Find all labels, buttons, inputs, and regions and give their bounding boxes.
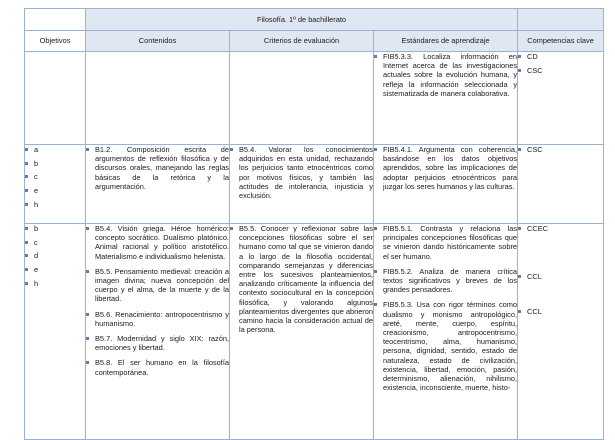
criterio-item: B5.5. Conocer y reflexionar sobre las concepciones filosóficas sobre el ser humano como tal que se vinieron dando a lo largo de la filosofía occidental, comparando semejanzas y diferencias entre los sucesivos planteamientos, analizando críticamente la influencia del contexto sociocultural en la concepción filosófica, y valorando algunos planteamientos divergentes que abrieron camino hacia la consideración actual de la persona. bbox=[230, 224, 373, 334]
objetivos-cell bbox=[25, 52, 86, 145]
column-header-competencias: Competencias clave bbox=[518, 31, 604, 52]
column-header-row bbox=[25, 31, 604, 52]
estandares-cell bbox=[374, 52, 518, 145]
criterios-cell bbox=[230, 52, 374, 145]
competencias-cell bbox=[518, 224, 604, 440]
criterios-cell bbox=[230, 145, 374, 224]
objetivo-item: c bbox=[25, 238, 85, 252]
objetivo-item: b bbox=[25, 159, 85, 173]
objetivo-item: h bbox=[25, 279, 85, 293]
competencia-item: CCL bbox=[518, 272, 603, 286]
objetivo-item: a bbox=[25, 145, 85, 159]
column-header-objetivos: Objetivos bbox=[25, 31, 86, 52]
contenido-item: B5.8. El ser humano en la filosofía contemporánea. bbox=[86, 358, 229, 376]
estandar-item: FIB5.3.3. Localiza información en Internet acerca de las investigaciones actuales sobre la evolución humana, y refleja la información seleccionada y sistematizada de manera colaborativa. bbox=[374, 52, 517, 98]
estandar-item: FIB5.5.3. Usa con rigor términos como dualismo y monismo antropológico, areté, mente, cuerpo, espíritu, creacionismo, antropocentrismo, teocentrismo, alma, humanismo, persona, dignidad, sentido, estado de naturaleza, estado de civilización, existencia, libertad, emoción, pasión, determinismo, alienación, nihilismo, existencia, inconsciente, muerte, histo- bbox=[374, 300, 517, 392]
estandares-cell bbox=[374, 224, 518, 440]
competencia-item: CCEC bbox=[518, 224, 603, 238]
contenido-item: B1.2. Composición escrita de argumentos de reflexión filosófica y de discursos orales, manejando las reglas básicas de la retórica y la argumentación. bbox=[86, 145, 229, 191]
curriculum-table bbox=[24, 8, 604, 440]
title-spacer-cell bbox=[25, 9, 86, 31]
title-spacer-cell bbox=[518, 9, 604, 31]
competencia-item: CSC bbox=[518, 66, 603, 80]
competencia-item: CD bbox=[518, 52, 603, 66]
objetivo-item: h bbox=[25, 200, 85, 214]
contenidos-cell bbox=[86, 224, 230, 440]
estandares-cell bbox=[374, 145, 518, 224]
title-row bbox=[25, 9, 604, 31]
table-row bbox=[25, 52, 604, 145]
contenido-item: B5.4. Visión griega. Héroe homérico: concepto socrático. Dualismo platónico. Animal racional y político aristotélico. Materialismo e individualismo helenista. bbox=[86, 224, 229, 261]
table-title: Filosofía. 1º de bachillerato bbox=[86, 9, 518, 31]
contenidos-cell bbox=[86, 52, 230, 145]
contenidos-cell bbox=[86, 145, 230, 224]
column-header-contenidos: Contenidos bbox=[86, 31, 230, 52]
competencia-item: CCL bbox=[518, 307, 603, 321]
objetivo-item: d bbox=[25, 251, 85, 265]
contenido-item: B5.6. Renacimiento: antropocentrismo y humanismo. bbox=[86, 310, 229, 328]
objetivo-item: c bbox=[25, 172, 85, 186]
criterios-cell bbox=[230, 224, 374, 440]
contenido-item: B5.5. Pensamiento medieval: creación a imagen divina; nueva concepción del cuerpo y el alma, de la muerte y de la libertad. bbox=[86, 267, 229, 304]
table-row bbox=[25, 224, 604, 440]
estandar-item: FIB5.5.1. Contrasta y relaciona las principales concepciones filosóficas que se vinieron dando históricamente sobre el ser humano. bbox=[374, 224, 517, 261]
objetivo-item: e bbox=[25, 186, 85, 200]
competencias-cell bbox=[518, 145, 604, 224]
competencias-cell bbox=[518, 52, 604, 145]
objetivos-cell bbox=[25, 145, 86, 224]
column-header-criterios: Criterios de evaluación bbox=[230, 31, 374, 52]
table-row bbox=[25, 145, 604, 224]
estandar-item: FIB5.4.1. Argumenta con coherencia, basándose en los datos objetivos aprendidos, sobre las implicaciones de adoptar perjuicios etnocéntricos para juzgar los seres humanos y las culturas. bbox=[374, 145, 517, 191]
competencia-item: CSC bbox=[518, 145, 603, 159]
objetivo-item: b bbox=[25, 224, 85, 238]
criterio-item: B5.4. Valorar los conocimientos adquiridos en esta unidad, rechazando los perjuicios tanto etnocéntricos como por motivos físicos, y también las actitudes de intolerancia, injusticia y exclusión. bbox=[230, 145, 373, 200]
objetivos-cell bbox=[25, 224, 86, 440]
column-header-estandares: Estándares de aprendizaje bbox=[374, 31, 518, 52]
estandar-item: FIB5.5.2. Analiza de manera crítica textos significativos y breves de los grandes pensadores. bbox=[374, 267, 517, 295]
objetivo-item: e bbox=[25, 265, 85, 279]
contenido-item: B5.7. Modernidad y siglo XIX: razón, emociones y libertad. bbox=[86, 334, 229, 352]
